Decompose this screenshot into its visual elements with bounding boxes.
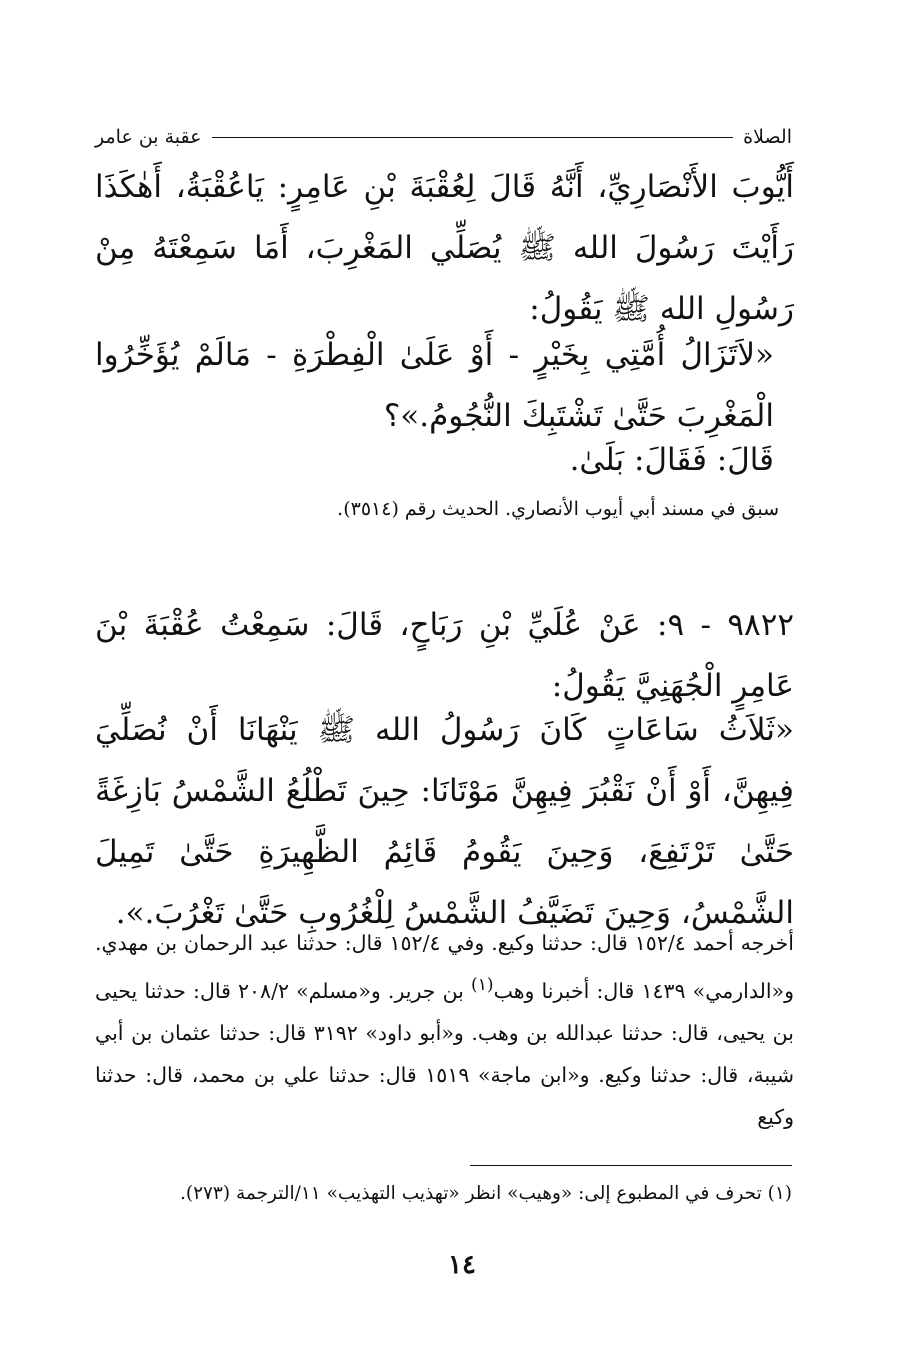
- hadith-1-answer: قَالَ: فَقَالَ: بَلَىٰ.: [569, 442, 774, 478]
- header-rule: [212, 137, 734, 138]
- hadith-1-intro: أَيُّوبَ الأَنْصَارِيِّ، أَنَّهُ قَالَ لِعُقْبَةَ بْنِ عَامِرٍ: يَاعُقْبَةُ، أَهٰكَذَا رَأَيْتَ رَسُولَ الله ﷺ يُصَلِّي المَغْرِبَ، أَمَا سَمِعْتَهُ مِنْ رَسُولِ الله ﷺ يَقُولُ:: [95, 169, 794, 327]
- hadith-2-quote: «ثَلاَثُ سَاعَاتٍ كَانَ رَسُولُ الله ﷺ يَنْهَانَا أَنْ نُصَلِّيَ فِيهِنَّ، أَوْ أَنْ نَقْبُرَ فِيهِنَّ مَوْتَانَا: حِينَ تَطْلُعُ الشَّمْسُ بَازِغَةً حَتَّىٰ تَرْتَفِعَ، وَحِينَ يَقُومُ قَائِمُ الظَّهِيرَةِ حَتَّىٰ تَمِيلَ الشَّمْسُ، وَحِينَ تَضَيَّفُ الشَّمْسُ لِلْغُرُوبِ حَتَّىٰ تَغْرُبَ.».: [95, 712, 794, 931]
- footnote-rule: [470, 1165, 792, 1166]
- section-title: الصلاة: [743, 126, 792, 148]
- running-header: [95, 124, 792, 150]
- hadith-1-quote: «لاَتَزَالُ أُمَّتِي بِخَيْرٍ - أَوْ عَلَىٰ الْفِطْرَةِ - مَالَمْ يُؤَخِّرُوا الْمَغْرِبَ حَتَّىٰ تَشْتَبِكَ النُّجُومُ.»؟: [95, 337, 774, 434]
- chapter-title: عقبة بن عامر: [95, 126, 202, 148]
- footnote: (١) تحرف في المطبوع إلى: «وهيب» انظر «تهذيب التهذيب» ١١/الترجمة (٢٧٣).: [179, 1183, 792, 1204]
- hadith-2-intro: ٩٨٢٢ - ٩: عَنْ عُلَيِّ بْنِ رَبَاحٍ، قَالَ: سَمِعْتُ عُقْبَةَ بْنَ عَامِرٍ الْجُهَنِيَّ يَقُولُ:: [95, 607, 794, 704]
- sources-part-a: أخرجه أحمد ١٥٢/٤ قال: حدثنا وكيع. وفي ١٥٢/٤ قال: حدثنا عبد الرحمان بن مهدي. و«الدارمي» ١٤٣٩ قال: أخبرنا وهب: [95, 931, 795, 1003]
- page-number: ١٤: [448, 1250, 476, 1280]
- hadith-2-sources: [95, 922, 794, 1138]
- footnote-marker: (١): [471, 975, 494, 995]
- hadith-1-note: سبق في مسند أبي أيوب الأنصاري. الحديث رقم (٣٥١٤).: [337, 498, 779, 520]
- sources-part-b: بن جرير. و«مسلم» ٢٠٨/٢ قال: حدثنا يحيى بن يحيى، قال: حدثنا عبدالله بن وهب. و«أبو داود» ٣١٩٢ قال: حدثنا عثمان بن أبي شيبة، قال: حدثنا وكيع. و«ابن ماجة» ١٥١٩ قال: حدثنا علي بن محمد، قال: حدثنا وكيع: [95, 978, 795, 1129]
